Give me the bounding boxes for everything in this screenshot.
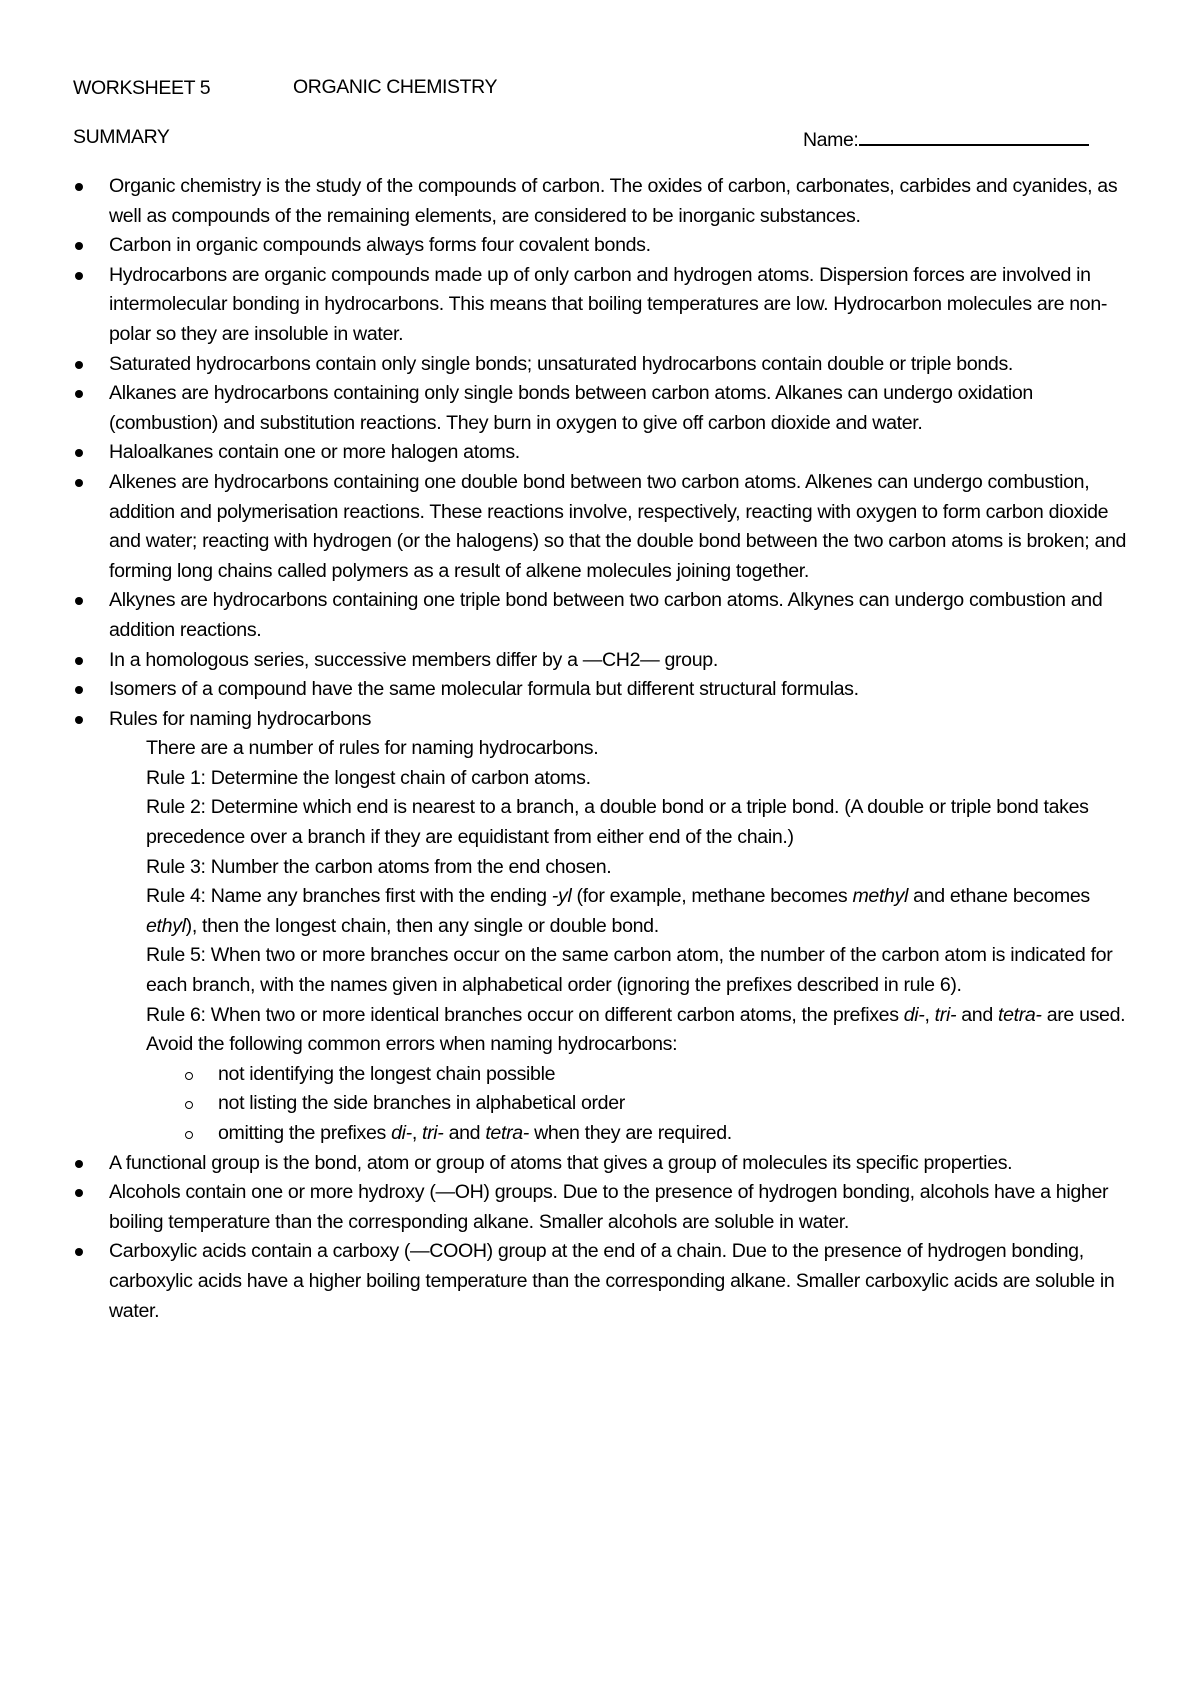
bullet-icon [75, 597, 83, 605]
rule-4: Rule 4: Name any branches first with the ending -yl (for example, methane becomes methyl and ethane becomes ethyl), then the longest chain, then any single or double bond. [146, 885, 1090, 937]
list-item: not identifying the longest chain possible [182, 1060, 1132, 1090]
list-item: not listing the side branches in alphabetical order [182, 1089, 1132, 1119]
worksheet-number: WORKSHEET 5 [73, 77, 211, 99]
list-item: Alcohols contain one or more hydroxy (—OH) groups. Due to the presence of hydrogen bonding, alcohols have a higher boiling temperature than the corresponding alkane. Smaller alcohols are soluble in water. [72, 1178, 1132, 1237]
bullet-icon [75, 1189, 83, 1197]
summary-content [72, 172, 1132, 1326]
list-item: Alkenes are hydrocarbons containing one double bond between two carbon atoms. Alkenes can undergo combustion, addition and polymerisation reactions. These reactions involve, respectively, reacting with oxygen to form carbon dioxide and water; reacting with hydrogen (or the halogens) so that the double bond between the two carbon atoms is broken; and forming long chains called polymers as a result of alkene molecules joining together. [72, 468, 1132, 586]
common-errors-intro: Avoid the following common errors when naming hydrocarbons: [146, 1033, 678, 1056]
bullet-icon [75, 183, 83, 191]
name-blank-line [859, 125, 1089, 146]
list-item: Carboxylic acids contain a carboxy (—COOH) group at the end of a chain. Due to the presence of hydrogen bonding, carboxylic acids have a higher boiling temperature than the corresponding alkane. Smaller carboxylic acids are soluble in water. [72, 1237, 1132, 1326]
rule-5: Rule 5: When two or more branches occur on the same carbon atom, the number of the carbon atom is indicated for each branch, with the names given in alphabetical order (ignoring the prefixes described in rule 6). [146, 944, 1113, 997]
list-item: Carbon in organic compounds always forms four covalent bonds. [72, 231, 1132, 261]
naming-rules-item [72, 705, 1132, 1149]
circle-bullet-icon [185, 1101, 193, 1109]
rule-1: Rule 1: Determine the longest chain of carbon atoms. [146, 766, 591, 789]
list-item: Organic chemistry is the study of the compounds of carbon. The oxides of carbon, carbonates, carbides and cyanides, as well as compounds of the remaining elements, are considered to be inorganic substances. [72, 172, 1132, 231]
bullet-icon [75, 1160, 83, 1168]
list-item: A functional group is the bond, atom or group of atoms that gives a group of molecules its specific properties. [72, 1149, 1132, 1179]
rule-6: Rule 6: When two or more identical branches occur on different carbon atoms, the prefixes di-, tri- and tetra- are used. [146, 1003, 1126, 1026]
bullet-icon [75, 657, 83, 665]
bullet-icon [75, 686, 83, 694]
bullet-icon [75, 272, 83, 280]
name-label: Name: [803, 129, 859, 151]
name-field [803, 125, 1089, 152]
bullet-icon [75, 449, 83, 457]
bullet-icon [75, 479, 83, 487]
bullet-icon [75, 390, 83, 398]
list-item: Isomers of a compound have the same molecular formula but different structural formulas. [72, 675, 1132, 705]
circle-bullet-icon [185, 1131, 193, 1139]
bullet-icon [75, 716, 83, 724]
summary-list [72, 172, 1132, 1326]
bullet-icon [75, 242, 83, 250]
circle-bullet-icon [185, 1072, 193, 1080]
list-item: Hydrocarbons are organic compounds made up of only carbon and hydrogen atoms. Dispersion forces are involved in intermolecular bonding in hydrocarbons. This means that boiling temperatures are low. Hydrocarbon molecules are non-polar so they are insoluble in water. [72, 261, 1132, 350]
list-item: Haloalkanes contain one or more halogen atoms. [72, 438, 1132, 468]
rule-3: Rule 3: Number the carbon atoms from the end chosen. [146, 855, 612, 878]
list-item: Alkanes are hydrocarbons containing only single bonds between carbon atoms. Alkanes can undergo oxidation (combustion) and substitution reactions. They burn in oxygen to give off carbon dioxide and water. [72, 379, 1132, 438]
list-item: Saturated hydrocarbons contain only single bonds; unsaturated hydrocarbons contain double or triple bonds. [72, 350, 1132, 380]
naming-rules-heading: Rules for naming hydrocarbons [109, 707, 372, 730]
list-item: Alkynes are hydrocarbons containing one triple bond between two carbon atoms. Alkynes can undergo combustion and addition reactions. [72, 586, 1132, 645]
list-item: omitting the prefixes di-, tri- and tetra- when they are required. [182, 1119, 1132, 1149]
worksheet-subject: ORGANIC CHEMISTRY [293, 76, 498, 98]
list-item: In a homologous series, successive members differ by a —CH2— group. [72, 646, 1132, 676]
summary-heading: SUMMARY [73, 126, 170, 148]
naming-intro: There are a number of rules for naming hydrocarbons. [146, 737, 599, 760]
bullet-icon [75, 361, 83, 369]
common-errors-list [109, 1060, 1132, 1149]
rule-2: Rule 2: Determine which end is nearest to a branch, a double bond or a triple bond. (A double or triple bond takes precedence over a branch if they are equidistant from either end of the chain.) [146, 796, 1089, 849]
bullet-icon [75, 1248, 83, 1256]
